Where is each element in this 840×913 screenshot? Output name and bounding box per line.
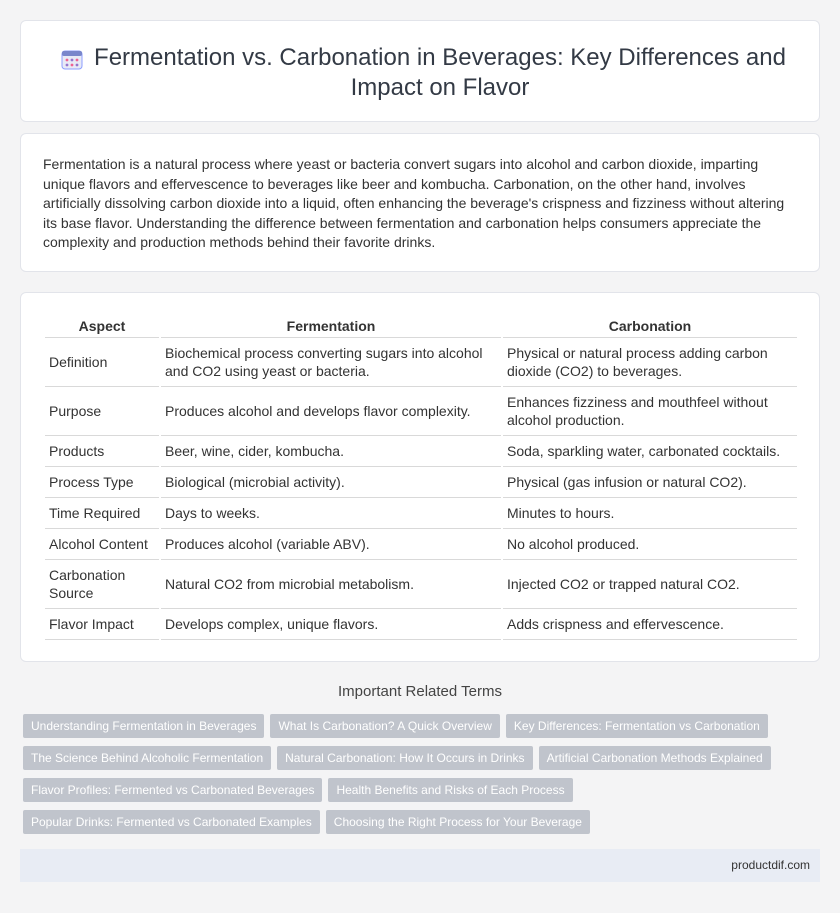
aspect-cell: Definition [45, 338, 159, 387]
fermentation-cell: Develops complex, unique flavors. [161, 609, 501, 640]
tag-row [23, 778, 823, 802]
footer-site-name: productdif.com [731, 858, 810, 872]
related-terms-list [23, 714, 823, 842]
carbonation-cell: Physical (gas infusion or natural CO2). [503, 467, 797, 498]
aspect-cell: Alcohol Content [45, 529, 159, 560]
carbonation-cell: Physical or natural process adding carbon dioxide (CO2) to beverages. [503, 338, 797, 387]
carbonation-cell: Injected CO2 or trapped natural CO2. [503, 560, 797, 609]
carbonation-cell: Minutes to hours. [503, 498, 797, 529]
related-term-link[interactable]: Health Benefits and Risks of Each Process [328, 778, 572, 802]
fermentation-cell: Produces alcohol and develops flavor complexity. [161, 387, 501, 436]
aspect-cell: Flavor Impact [45, 609, 159, 640]
related-terms-heading: Important Related Terms [338, 683, 502, 700]
table-row [45, 436, 797, 467]
table-row [45, 529, 797, 560]
comparison-table [43, 313, 799, 640]
carbonation-cell: Enhances fizziness and mouthfeel without alcohol production. [503, 387, 797, 436]
footer [20, 849, 820, 882]
aspect-cell: Carbonation Source [45, 560, 159, 609]
title-card [20, 20, 820, 122]
related-term-link[interactable]: Key Differences: Fermentation vs Carbonation [506, 714, 768, 738]
fermentation-cell: Days to weeks. [161, 498, 501, 529]
table-header-row [45, 313, 797, 338]
column-header-aspect: Aspect [45, 313, 159, 338]
tag-row [23, 714, 823, 738]
intro-paragraph: Fermentation is a natural process where yeast or bacteria convert sugars into alcohol and carbon dioxide, imparting unique flavors and effervescence to beverages like beer and kombucha. Carbonation, on the other hand, involves artificially dissolving carbon dioxide into a liquid, often enhancing the beverage's crispness and fizziness without altering its base flavor. Understanding the difference between fermentation and carbonation helps consumers appreciate the complexity and production methods behind their favorite drinks. [43, 156, 785, 251]
related-term-link[interactable]: Natural Carbonation: How It Occurs in Drinks [277, 746, 532, 770]
fermentation-cell: Biological (microbial activity). [161, 467, 501, 498]
related-term-link[interactable]: Artificial Carbonation Methods Explained [539, 746, 771, 770]
fermentation-cell: Biochemical process converting sugars into alcohol and CO2 using yeast or bacteria. [161, 338, 501, 387]
tag-row [23, 746, 823, 770]
aspect-cell: Products [45, 436, 159, 467]
fermentation-cell: Natural CO2 from microbial metabolism. [161, 560, 501, 609]
table-row [45, 467, 797, 498]
related-term-link[interactable]: Flavor Profiles: Fermented vs Carbonated Beverages [23, 778, 322, 802]
related-term-link[interactable]: What Is Carbonation? A Quick Overview [270, 714, 499, 738]
aspect-cell: Process Type [45, 467, 159, 498]
column-header-carbonation: Carbonation [503, 313, 797, 338]
comparison-card [20, 292, 820, 662]
aspect-cell: Time Required [45, 498, 159, 529]
carbonation-cell: Soda, sparkling water, carbonated cocktails. [503, 436, 797, 467]
aspect-cell: Purpose [45, 387, 159, 436]
tag-row [23, 810, 823, 834]
fermentation-cell: Produces alcohol (variable ABV). [161, 529, 501, 560]
carbonation-cell: Adds crispness and effervescence. [503, 609, 797, 640]
related-term-link[interactable]: Choosing the Right Process for Your Beverage [326, 810, 590, 834]
intro-card [20, 133, 820, 272]
related-term-link[interactable]: Understanding Fermentation in Beverages [23, 714, 264, 738]
table-row [45, 609, 797, 640]
page-title: Fermentation vs. Carbonation in Beverages: Key Differences and Impact on Flavor [94, 44, 786, 101]
fermentation-cell: Beer, wine, cider, kombucha. [161, 436, 501, 467]
table-row [45, 338, 797, 387]
carbonation-cell: No alcohol produced. [503, 529, 797, 560]
table-row [45, 498, 797, 529]
related-term-link[interactable]: Popular Drinks: Fermented vs Carbonated Examples [23, 810, 320, 834]
table-row [45, 560, 797, 609]
column-header-fermentation: Fermentation [161, 313, 501, 338]
related-term-link[interactable]: The Science Behind Alcoholic Fermentation [23, 746, 271, 770]
table-row [45, 387, 797, 436]
